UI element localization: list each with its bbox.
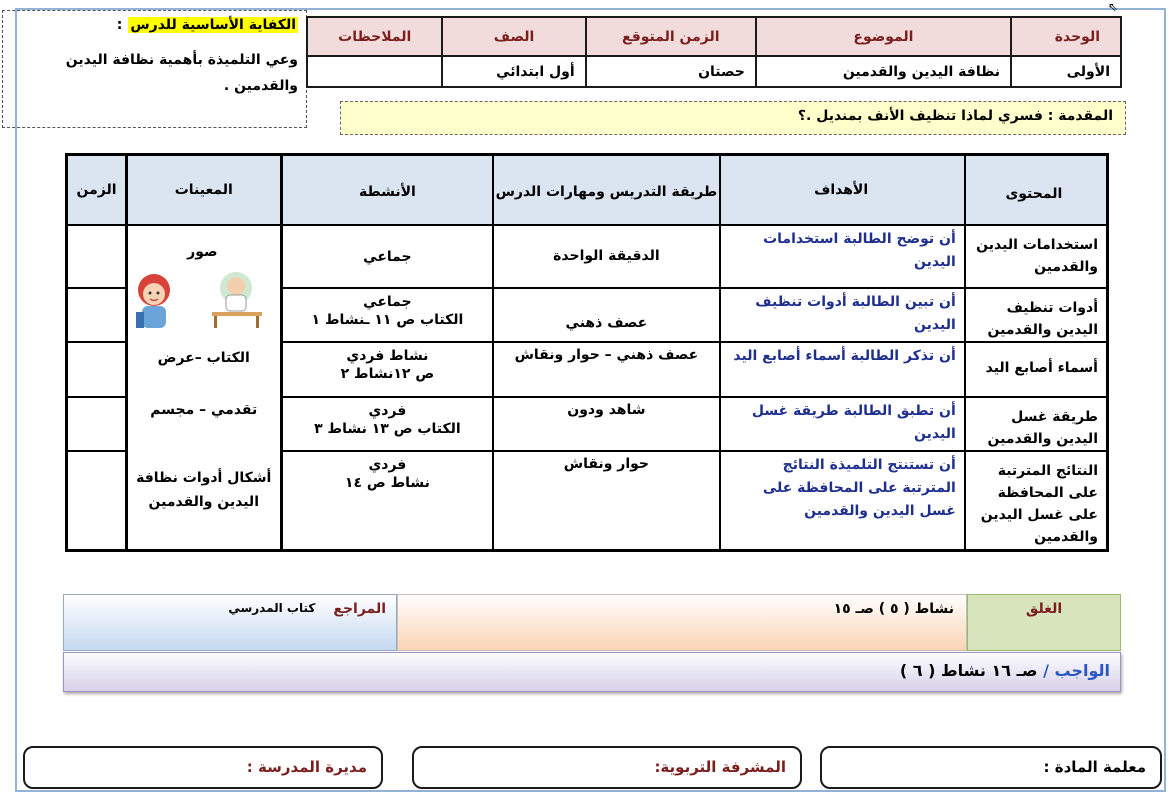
lesson-plan-table	[65, 153, 1109, 552]
row-goal: أن تبين الطالبة أدوات تنظيف اليدين	[720, 288, 965, 342]
row-activity: نشاط فردي ص ١٢نشاط ٢	[281, 342, 493, 396]
teacher-signature-box[interactable]: معلمة المادة :	[820, 746, 1162, 789]
row-time[interactable]	[67, 225, 127, 288]
header-grade: الصف	[442, 17, 585, 56]
row-time[interactable]	[67, 342, 127, 396]
row-time[interactable]	[67, 397, 127, 451]
homework-label: الواجب	[1054, 661, 1110, 680]
competency-text: وعي التلميذة بأهمية نظافة اليدين والقدمين .	[65, 52, 298, 94]
aid-images: صور	[187, 243, 218, 260]
col-header-aids: المعينات	[126, 155, 281, 225]
references-value[interactable]: كتاب المدرسي	[228, 601, 316, 615]
homework-separator: /	[1043, 661, 1049, 680]
col-header-time: الزمن	[67, 155, 127, 225]
children-clipart-image	[134, 268, 274, 330]
header-time: الزمن المتوقع	[586, 17, 756, 56]
closing-section	[63, 594, 1121, 651]
row-content: طريقة غسل اليدين والقدمين	[965, 397, 1108, 451]
col-header-method: طريقة التدريس ومهارات الدرس	[493, 155, 719, 225]
row-content: النتائج المترتبة على المحافظة على غسل اليدين والقدمين	[965, 451, 1108, 550]
supervisor-signature-box[interactable]: المشرفة التربوية:	[412, 746, 802, 789]
row-time[interactable]	[67, 288, 127, 342]
aid-presentation: تقدمي – مجسم	[150, 401, 258, 418]
row-goal: أن تستنتج التلميذة النتائج المترتبة على المحافظة على غسل اليدين والقدمين	[720, 451, 965, 550]
references-label: المراجع	[333, 601, 386, 617]
principal-signature-box[interactable]: مديرة المدرسة :	[23, 746, 383, 789]
row-method: عصف ذهني – حوار ونقاش	[493, 342, 719, 396]
value-notes[interactable]	[307, 56, 442, 87]
row-activity: جماعي الكتاب ص ١١ ـنشاط ١	[281, 288, 493, 342]
row-content: استخدامات اليدين والقدمين	[965, 225, 1108, 288]
row-goal: أن تذكر الطالبة أسماء أصابع اليد	[720, 342, 965, 396]
competency-box	[2, 10, 307, 128]
table-row	[67, 225, 1108, 288]
intro-box: المقدمة : فسري لماذا تنظيف الأنف بمنديل .؟	[340, 101, 1126, 135]
value-grade[interactable]: أول ابتدائي	[442, 56, 585, 87]
aids-cell	[126, 225, 281, 551]
mouse-cursor-icon: ⇖	[1108, 0, 1119, 14]
row-content: أدوات تنظيف اليدين والقدمين	[965, 288, 1108, 342]
aid-shapes: أشكال أدوات نظافة اليدين والقدمين	[136, 469, 272, 510]
row-activity: جماعي	[281, 225, 493, 288]
row-content: أسماء أصابع اليد	[965, 342, 1108, 396]
aid-book: الكتاب –عرض	[157, 349, 250, 366]
row-goal: أن تطبق الطالبة طريقة غسل اليدين	[720, 397, 965, 451]
row-goal: أن توضح الطالبة استخدامات اليدين	[720, 225, 965, 288]
closing-label: الغلق	[967, 594, 1121, 651]
header-unit: الوحدة	[1011, 17, 1121, 56]
row-activity: فردي نشاط ص ١٤	[281, 451, 493, 550]
closing-activity[interactable]: نشاط ( ٥ ) صـ ١٥	[397, 594, 967, 651]
col-header-content: المحتوى	[965, 155, 1108, 225]
col-header-goals: الأهداف	[720, 155, 965, 225]
value-time[interactable]: حصتان	[586, 56, 756, 87]
homework-bar	[63, 652, 1121, 692]
row-method: الدقيقة الواحدة	[493, 225, 719, 288]
value-unit[interactable]: الأولى	[1011, 56, 1121, 87]
row-method: عصف ذهني	[493, 288, 719, 342]
value-topic[interactable]: نظافة اليدين والقدمين	[756, 56, 1011, 87]
references-box	[63, 594, 397, 651]
row-time[interactable]	[67, 451, 127, 550]
row-activity: فردي الكتاب ص ١٣ نشاط ٣	[281, 397, 493, 451]
row-method: حوار ونقاش	[493, 451, 719, 550]
header-notes: الملاحظات	[307, 17, 442, 56]
header-topic: الموضوع	[756, 17, 1011, 56]
homework-text[interactable]: صـ ١٦ نشاط ( ٦ )	[899, 661, 1038, 680]
competency-title: الكفاية الأساسية للدرس :	[116, 17, 296, 33]
lesson-info-table	[306, 16, 1122, 88]
col-header-activities: الأنشطة	[281, 155, 493, 225]
row-method: شاهد ودون	[493, 397, 719, 451]
